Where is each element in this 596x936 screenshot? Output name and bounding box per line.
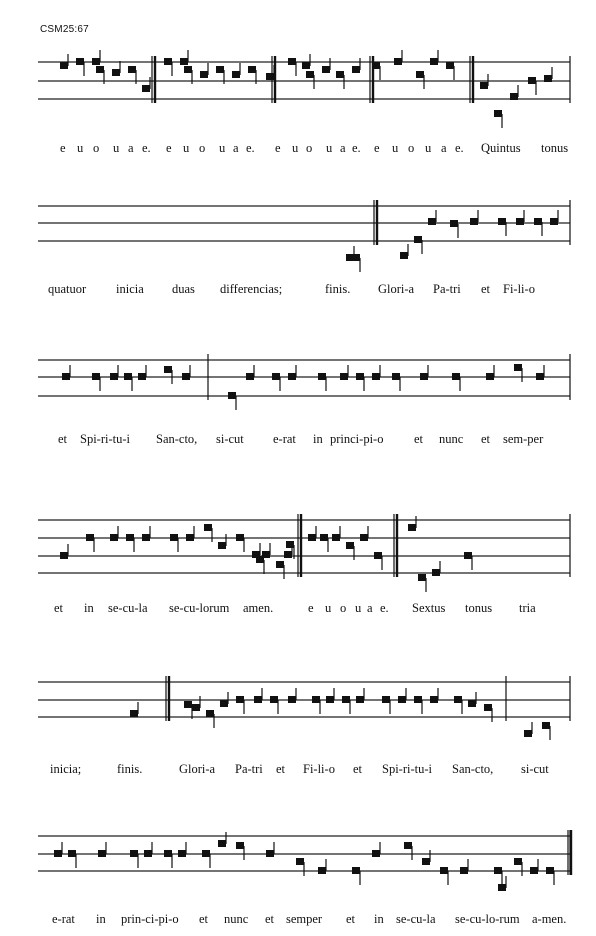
lyric-syllable: et	[199, 912, 209, 926]
lyric-syllable: u	[113, 141, 120, 155]
lyric-syllable: u	[326, 141, 333, 155]
lyric-syllable: quatuor	[48, 282, 87, 296]
lyric-syllable: Pa-tri	[235, 762, 263, 776]
lyric-syllable: Sextus	[412, 601, 446, 615]
neume-note	[318, 859, 326, 874]
lyric-syllable: o	[93, 141, 100, 155]
lyric-syllable: inicia	[116, 282, 144, 296]
neume-note	[494, 867, 502, 885]
neume-note	[422, 850, 430, 865]
neume-note	[98, 842, 106, 857]
lyric-syllable: Fi-li-o	[503, 282, 535, 296]
lyric-syllable: e	[374, 141, 380, 155]
neume-note	[164, 850, 172, 868]
lyric-syllable: finis.	[325, 282, 351, 296]
lyric-syllable: si-cut	[216, 432, 244, 446]
neume-note	[218, 832, 226, 847]
lyric-syllable: Fi-li-o	[303, 762, 335, 776]
neume-note	[440, 867, 448, 885]
lyric-syllable: Quintus	[481, 141, 521, 155]
lyric-syllable: o	[199, 141, 206, 155]
lyric-syllable: nunc	[439, 432, 464, 446]
lyric-syllable: et	[346, 912, 356, 926]
neume-note	[68, 850, 76, 868]
lyric-syllable: e.	[142, 141, 151, 155]
lyric-syllable: e-rat	[273, 432, 296, 446]
lyric-syllable: Pa-tri	[433, 282, 461, 296]
lyric-syllable: e.	[455, 141, 464, 155]
lyric-syllable: et	[481, 432, 491, 446]
neume-note	[514, 858, 522, 876]
neume-note	[178, 842, 186, 857]
lyric-syllable: Glori-a	[378, 282, 415, 296]
lyric-syllable: a	[128, 141, 134, 155]
lyric-syllable: et	[276, 762, 286, 776]
lyric-syllable: sem-per	[503, 432, 544, 446]
neume-note	[130, 850, 138, 868]
lyric-syllable: u	[392, 141, 399, 155]
neume-note	[460, 859, 468, 874]
lyric-syllable: a-men.	[532, 912, 567, 926]
lyric-syllable: finis.	[117, 762, 143, 776]
lyric-syllable: Glori-a	[179, 762, 216, 776]
manuscript-label: CSM25:67	[40, 24, 89, 35]
lyric-syllable: e.	[380, 601, 389, 615]
lyric-syllable: tria	[519, 601, 536, 615]
lyric-syllable: et	[54, 601, 64, 615]
lyric-syllable: e	[166, 141, 172, 155]
lyric-syllable: u	[355, 601, 362, 615]
lyric-syllable: inicia;	[50, 762, 82, 776]
lyric-syllable: et	[265, 912, 275, 926]
lyric-syllable: Spi-ri-tu-i	[80, 432, 130, 446]
neume-note	[202, 850, 210, 868]
lyric-syllable: se-cu-la	[108, 601, 148, 615]
lyric-syllable: a	[367, 601, 373, 615]
lyric-syllable: prin-ci-pi-o	[121, 912, 179, 926]
lyric-syllable: differencias;	[220, 282, 283, 296]
lyric-syllable: e-rat	[52, 912, 75, 926]
neume-note	[144, 842, 152, 857]
neume-note	[236, 842, 244, 860]
lyric-syllable: u	[292, 141, 299, 155]
lyric-syllable: et	[414, 432, 424, 446]
neume-note	[54, 842, 62, 857]
neume-note	[372, 842, 380, 857]
lyric-syllable: u	[325, 601, 332, 615]
lyric-syllable: amen.	[243, 601, 274, 615]
neume-note	[546, 867, 554, 885]
lyric-syllable: e.	[352, 141, 361, 155]
lyric-syllable: o	[408, 141, 415, 155]
lyric-syllable: San-cto,	[452, 762, 494, 776]
lyric-syllable: si-cut	[521, 762, 549, 776]
lyric-syllable: Spi-ri-tu-i	[382, 762, 432, 776]
neume-note	[296, 858, 304, 876]
lyric-syllable: et	[353, 762, 363, 776]
lyric-syllable: tonus	[541, 141, 569, 155]
lyric-syllable: et	[481, 282, 491, 296]
lyric-syllable: e	[275, 141, 281, 155]
neume-note	[530, 859, 538, 874]
lyric-syllable: e.	[246, 141, 255, 155]
lyric-syllable: e	[308, 601, 314, 615]
lyric-syllable: princi-pi-o	[330, 432, 384, 446]
lyric-syllable: u	[183, 141, 190, 155]
lyric-syllable: et	[58, 432, 68, 446]
lyric-line-6	[0, 912, 596, 928]
neume-note	[352, 867, 360, 885]
lyric-syllable: San-cto,	[156, 432, 198, 446]
lyric-syllable: in	[374, 912, 384, 926]
lyric-syllable: u	[77, 141, 84, 155]
lyric-syllable: se-cu-lo-rum	[455, 912, 520, 926]
lyric-syllable: u	[425, 141, 432, 155]
lyric-syllable: se-cu-la	[396, 912, 436, 926]
lyric-syllable: duas	[172, 282, 195, 296]
lyric-syllable: u	[219, 141, 226, 155]
lyric-syllable: e	[60, 141, 66, 155]
neume-note	[404, 842, 412, 860]
lyric-syllable: tonus	[465, 601, 493, 615]
lyric-syllable: in	[84, 601, 94, 615]
lyric-syllable: se-cu-lorum	[169, 601, 230, 615]
lyric-syllable: in	[96, 912, 106, 926]
lyric-syllable: o	[306, 141, 313, 155]
lyric-syllable: a	[441, 141, 447, 155]
lyric-syllable: a	[340, 141, 346, 155]
lyric-syllable: semper	[286, 912, 323, 926]
lyric-syllable: a	[233, 141, 239, 155]
lyric-syllable: o	[340, 601, 347, 615]
lyric-syllable: nunc	[224, 912, 249, 926]
lyric-syllable: in	[313, 432, 323, 446]
neume-note	[266, 842, 274, 857]
